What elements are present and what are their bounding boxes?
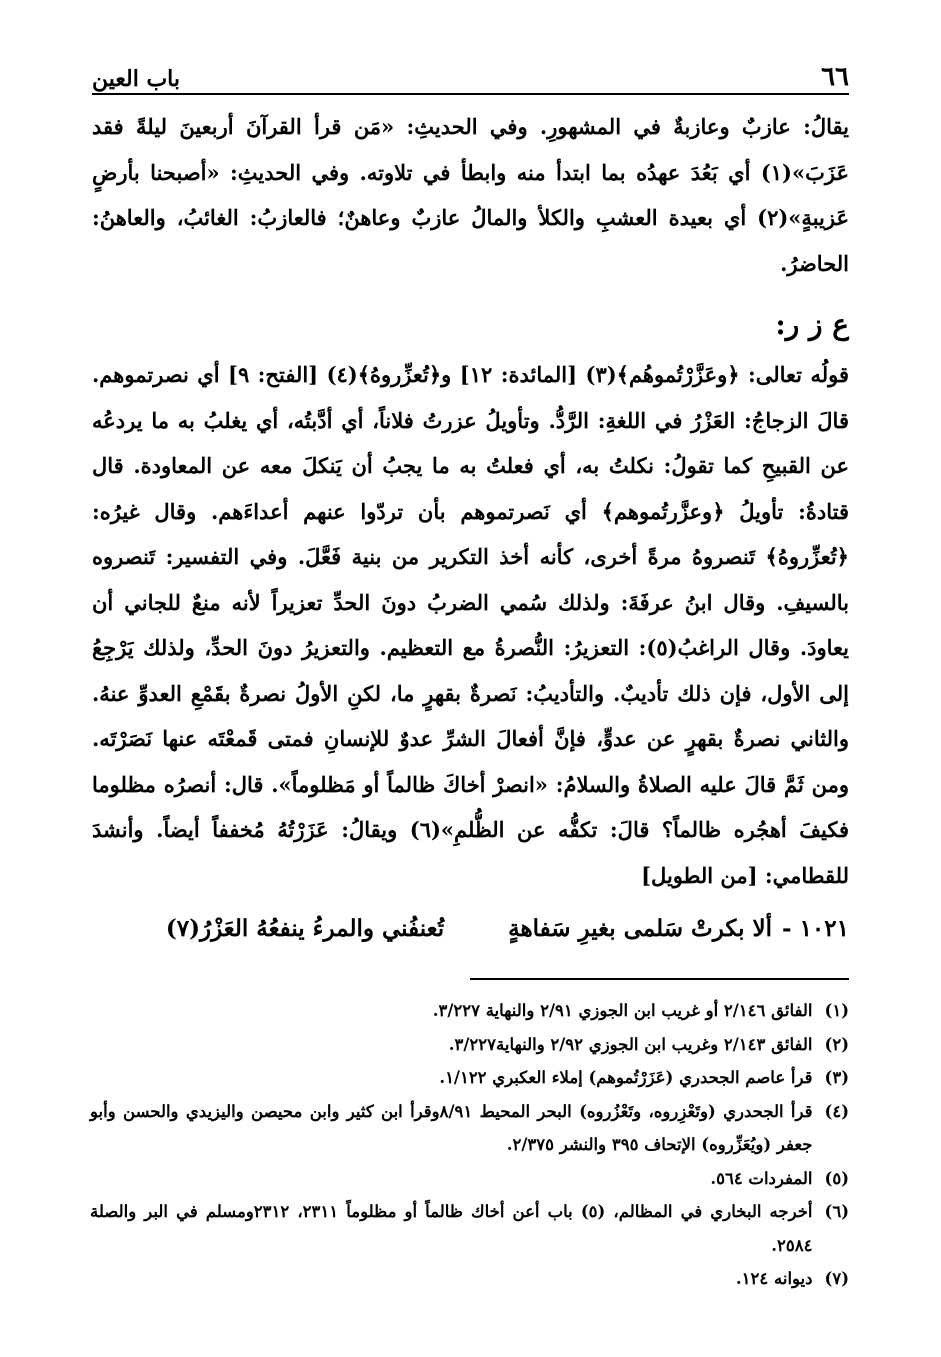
footnote (90, 1095, 849, 1162)
footnote (90, 1262, 849, 1296)
footnote (90, 1061, 849, 1095)
footnote (90, 1162, 849, 1196)
footnote-text: المفردات ٥٦٤. (710, 1168, 813, 1188)
page-number: ٦٦ (821, 62, 849, 92)
footnote (90, 1028, 849, 1062)
verse-number: ١٠٢١ - (782, 914, 849, 942)
footnote (90, 994, 849, 1028)
footnote-text: الفائق ٢/١٤٦ أو غريب ابن الجوزي ٢/٩١ والنهاية ٣/٢٢٧. (432, 1001, 813, 1020)
footnote-text: أخرجه البخاري في المظالم، (٥) باب أعن أخاك ظالماً أو مظلوماً ٢٣١١، ٢٣١٢ومسلم في البر والصلة ٢٥٨٤. (90, 1202, 813, 1255)
footnote-number: (٦) (824, 1202, 849, 1221)
footnote-text: ديوانه ١٢٤. (735, 1269, 813, 1288)
footnote-number: (٤) (824, 1101, 849, 1121)
footnote-number: (٣) (824, 1068, 849, 1087)
chapter-title: باب العين (92, 66, 181, 92)
verse-hemistich-2: تُعنفُني والمرءُ ينفعُهُ العَزْرُ(٧) (165, 914, 445, 942)
root-heading: ع ز ر: (775, 308, 849, 341)
footnote-text: قرأ الجحدري (وتَعْزِروه، وتَعْزُروه) البحر المحيط ٨/٩١وقرأ ابن كثير وابن محيصن واليزيدي والحسن وأبو جعفر (ويُعَزِّروه) الإتحاف ٣٩٥ والنشر ٢/٣٧٥. (90, 1101, 813, 1154)
footnote-text: قرأ عاصم الجحدري (عَزَرْتُموهم) إملاء العكبري ١/١٢٢. (439, 1068, 813, 1087)
header-divider (92, 93, 849, 95)
footnotes (90, 994, 849, 1296)
verse-hemistich-1: ألا بكرتْ سَلمى بغيرِ سَفاهةٍ (508, 914, 773, 942)
footnote-number: (١) (824, 1001, 849, 1020)
footnote-number: (٢) (824, 1034, 849, 1054)
footnote-text: الفائق ٢/١٤٣ وغريب ابن الجوزي ٢/٩٢ والنهاية٣/٢٢٧. (448, 1034, 813, 1054)
footnote-number: (٥) (824, 1168, 849, 1188)
footnote-divider (470, 978, 849, 980)
footnote (90, 1195, 849, 1262)
entry-paragraph-1: يقالُ: عازبٌ وعازبةٌ في المشهورِ. وفي الحديثِ: «مَن قرأ القرآنَ أربعينَ ليلةً فقد عَزَبَ»(١) أي بَعُدَ عهدُه بما ابتدأ منه وابطأ في تلاوته. وفي الحديثِ: «أصبحنا بأرضٍ عَزيبةٍ»(٢) أي بعيدة العشبِ والكلأ والمالُ عازبٌ وعاهنٌ؛ فالعازبُ: الغائبُ، والعاهنُ: الحاضرُ. (92, 114, 849, 276)
footnote-number: (٧) (824, 1269, 849, 1288)
entry-paragraph-2: قولُه تعالى: ﴿وعَزَّرْتُموهُم﴾(٣) [المائدة: ١٢] و﴿تُعزِّروهُ﴾(٤) [الفتح: ٩] أي نصرتموهم. قالَ الزجاجُ: العَزْرُ في اللغةِ: الرَّدُّ. وتأويلُ عزرتُ فلاناً، أي أدَّبتُه، أي يغلبُ به ما يردعُه عن القبيحِ كما تقولُ: نكلتُ به، أي فعلتُ به ما يجبُ أن يَنكلَ معه عن المعاودة. قال قتادةُ: تأويلُ ﴿وعزَّرتُموهم﴾ أي نَصرتموهم بأن تردّوا عنهم أعداءَهم. وقال غيرُه: ﴿تُعزِّروهُ﴾ تَنصروهُ مرةً أخرى، كأنه أخذ التكرير من بنية فَعَّلَ. وفي التفسير: تَنصروه بالسيفِ. وقال ابنُ عرفَةَ: ولذلك سُمي الضربُ دونَ الحدِّ تعزيراً لأنه منعٌ للجاني أن يعاودَ. وقال الراغبُ(٥): التعزيرُ: النُّصرةُ مع التعظيم. والتعزيرُ دونَ الحدِّ، ولذلك يَرْجِعُ إلى الأول، فإن ذلك تأديبٌ. والتأديبُ: نَصرةٌ بقهرٍ ما، لكنِ الأولُ نصرةٌ بقَمْعِ العدوِّ عنهُ. والثاني نصرةٌ بقهرٍ عن عدوٍّ، فإنَّ أفعالَ الشرِّ عدوٌ للإنسانِ فمتى قَمعْتَه عنها نَصَرْتَه. ومن ثَمَّ قالَ عليه الصلاةُ والسلامُ: «انصرْ أخاكَ ظالماً أو مَظلوماً». قال: أنصرُه مظلوما فكيفَ أهجُره ظالماً؟ قالَ: تكفُّه عن الظُّلمِ»(٦) ويقالُ: عَزَرْتُهُ مُخففاً أيضاً. وأنشدَ للقطامي: [من الطويل] (92, 362, 850, 888)
page-header (92, 52, 849, 92)
poetry-verse (92, 906, 849, 950)
